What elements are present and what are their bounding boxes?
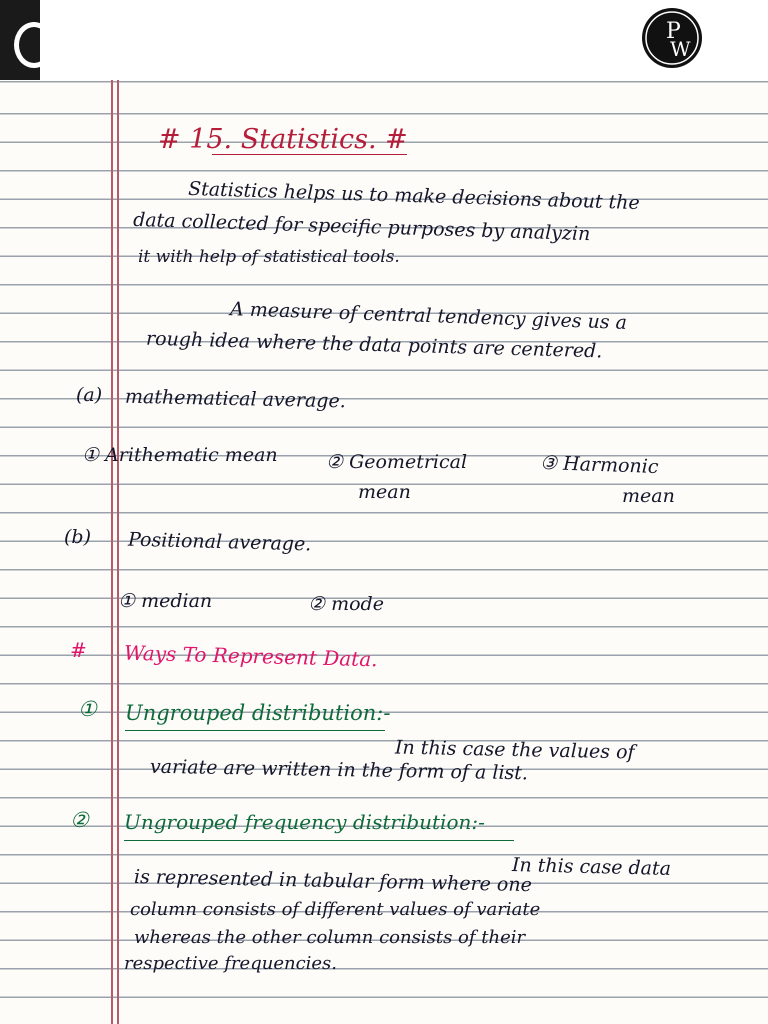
margin-line [111,80,113,1024]
arithmetic-mean: ① Arithematic mean [82,444,278,466]
ungrouped-number: ① [78,697,97,721]
mode: ② mode [308,593,384,615]
section-b-label: (b) [64,526,91,548]
ways-heading: Ways To Represent Data. [123,640,378,672]
central-line-1: A measure of central tendency gives us a [229,298,628,334]
ungrouped-line-1: In this case the values of [394,736,635,764]
title-underline [212,154,407,155]
geometric-mean: ② Geometrical [326,451,468,473]
section-a-heading: mathematical average. [124,385,346,413]
median: ① median [118,590,213,612]
frequency-line-4: whereas the other column consists of their [134,927,526,948]
pw-logo [640,6,704,70]
frequency-heading: Ungrouped frequency distribution:- [124,810,485,834]
intro-line-2: data collected for specific purposes by analyzin [132,208,591,246]
note-title: # 15. Statistics. # [158,124,408,155]
harmonic-mean: ③ Harmonic [539,451,659,479]
ways-hash: # [70,638,87,662]
intro-line-1: Statistics helps us to make decisions about the [187,177,641,215]
side-tab-icon[interactable] [0,0,40,80]
ungrouped-heading: Ungrouped distribution:- [125,701,391,725]
frequency-line-3: column consists of different values of variate [130,899,541,920]
frequency-number: ② [70,808,89,832]
frequency-line-1: In this case data [511,854,672,880]
ungrouped-underline [125,730,385,731]
geometric-mean-2: mean [358,481,411,503]
top-bar [0,0,768,80]
section-b-heading: Positional average. [127,528,312,556]
central-line-2: rough idea where the data points are centered. [145,327,603,363]
frequency-underline [124,840,514,841]
margin-line [117,80,119,1024]
svg-text:P: P [666,19,681,44]
frequency-line-5: respective frequencies. [124,953,338,974]
frequency-line-2: is represented in tabular form where one [133,865,533,897]
ungrouped-line-2: variate are written in the form of a list. [149,755,529,785]
intro-line-3: it with help of statistical tools. [138,247,400,267]
svg-text:W: W [670,37,691,61]
section-a-label: (a) [76,384,103,406]
harmonic-mean-2: mean [622,485,675,507]
